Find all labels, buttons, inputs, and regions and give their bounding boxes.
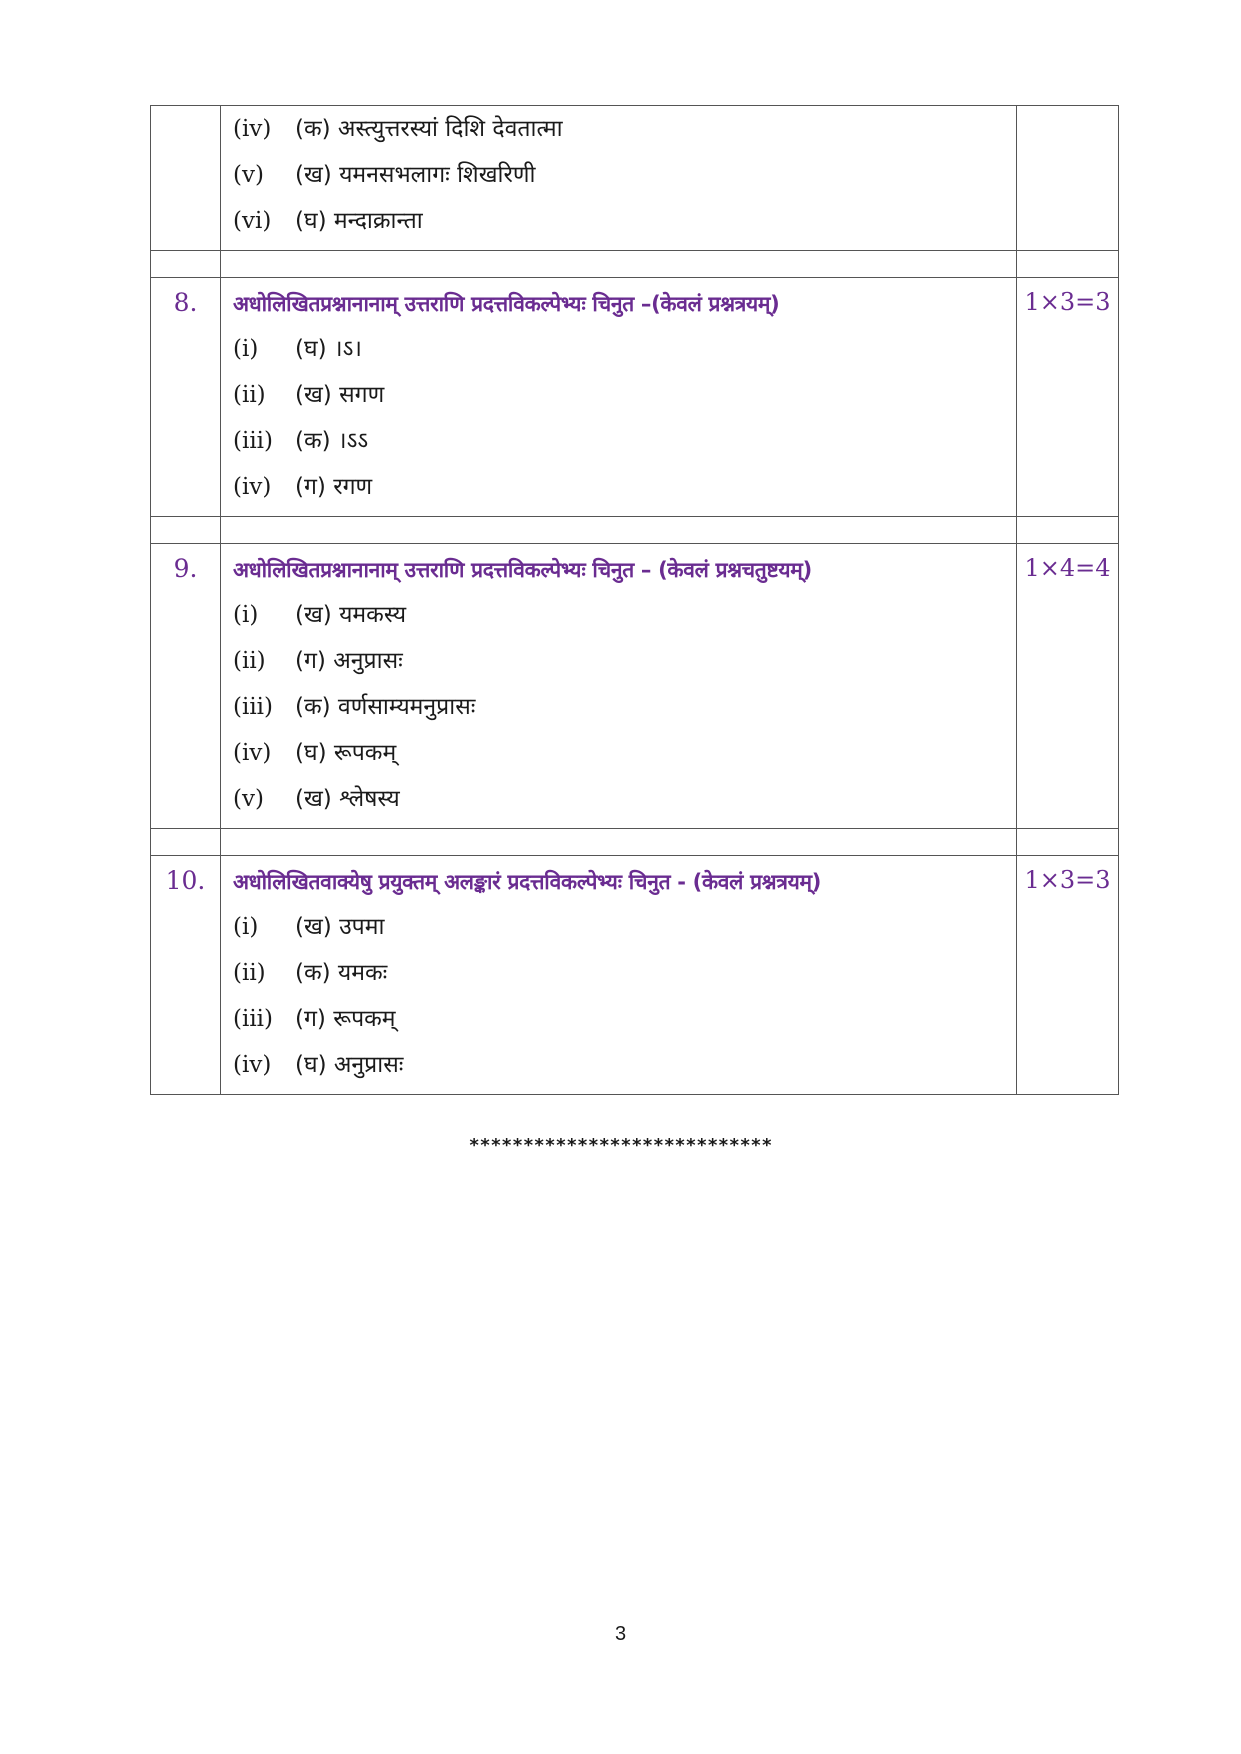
answer-roman: (iii) [233,428,274,454]
answer-text: (ख) उपमा [295,914,385,940]
answer-roman: (iv) [233,474,272,500]
answer-item [233,372,1006,418]
question-10-row [151,856,1119,1095]
marks-value: 1×4=4 [1017,544,1119,829]
answer-text: (घ) मन्दाक्रान्ता [295,208,423,234]
answer-item [233,996,1006,1042]
answer-roman: (v) [233,162,264,188]
answer-item [233,950,1006,996]
answer-item [233,198,1006,244]
answer-roman: (vi) [233,208,272,234]
question-number: 8. [151,278,221,517]
marking-scheme-table [150,105,1119,1095]
question-number-cell [151,106,221,251]
answers-cell [221,544,1017,829]
answer-item [233,152,1006,198]
answer-item [233,776,1006,822]
question-text: अधोलिखितप्रश्नानानाम् उत्तराणि प्रदत्तविकल्पेभ्यः चिनुत – (केवलं प्रश्नचतुष्टयम्) [233,558,812,582]
answer-text: (क) अस्त्युत्तरस्यां दिशि देवतात्मा [295,116,563,142]
question-text: अधोलिखितप्रश्नानानाम् उत्तराणि प्रदत्तविकल्पेभ्यः चिनुत –(केवलं प्रश्नत्रयम्) [233,292,780,316]
answer-text: (क) वर्णसाम्यमनुप्रासः [295,694,476,720]
answer-item [233,904,1006,950]
answers-cell [221,106,1017,251]
answer-item [233,1042,1006,1088]
answer-item [233,592,1006,638]
answer-roman: (i) [233,602,259,628]
answer-item [233,730,1006,776]
answer-text: (घ) रूपकम् [295,740,397,766]
answer-item [233,684,1006,730]
answer-text: (ख) सगण [295,382,385,408]
answer-item [233,106,1006,152]
answer-text: (क) यमकः [295,960,388,986]
answer-text: (घ) ।ऽ। [295,336,363,362]
answer-item [233,326,1006,372]
marks-cell [1017,106,1119,251]
answers-cell [221,278,1017,517]
answer-item [233,464,1006,510]
answer-roman: (ii) [233,960,266,986]
answer-text: (ग) रगण [295,474,373,500]
answer-roman: (v) [233,786,264,812]
page-number: 3 [614,1623,627,1645]
spacer-row [151,251,1119,278]
answer-roman: (i) [233,336,259,362]
question-9-row [151,544,1119,829]
end-separator: **************************** [468,1135,773,1156]
answer-roman: (ii) [233,648,266,674]
answer-text: (ख) श्लेषस्य [295,786,400,812]
answer-text: (ग) अनुप्रासः [295,648,403,674]
answer-text: (घ) अनुप्रासः [295,1052,404,1078]
answers-cell [221,856,1017,1095]
marks-value: 1×3=3 [1017,278,1119,517]
answer-item [233,638,1006,684]
spacer-row [151,829,1119,856]
answer-roman: (iv) [233,1052,272,1078]
answer-roman: (ii) [233,382,266,408]
answer-text: (क) ।ऽऽ [295,428,369,454]
answer-text: (ग) रूपकम् [295,1006,396,1032]
question-text: अधोलिखितवाक्येषु प्रयुक्तम् अलङ्कारं प्रदत्तविकल्पेभ्यः चिनुत - (केवलं प्रश्नत्रयम्) [233,870,822,894]
answer-roman: (iv) [233,740,272,766]
question-7-continued-row [151,106,1119,251]
answer-roman: (iv) [233,116,272,142]
answer-text: (ख) यमनसभलागः शिखरिणी [295,162,536,188]
question-number: 10. [151,856,221,1095]
answer-text: (ख) यमकस्य [295,602,407,628]
answer-roman: (iii) [233,694,274,720]
answer-roman: (i) [233,914,259,940]
question-number: 9. [151,544,221,829]
spacer-row [151,517,1119,544]
answer-roman: (iii) [233,1006,274,1032]
answer-item [233,418,1006,464]
marks-value: 1×3=3 [1017,856,1119,1095]
question-8-row [151,278,1119,517]
